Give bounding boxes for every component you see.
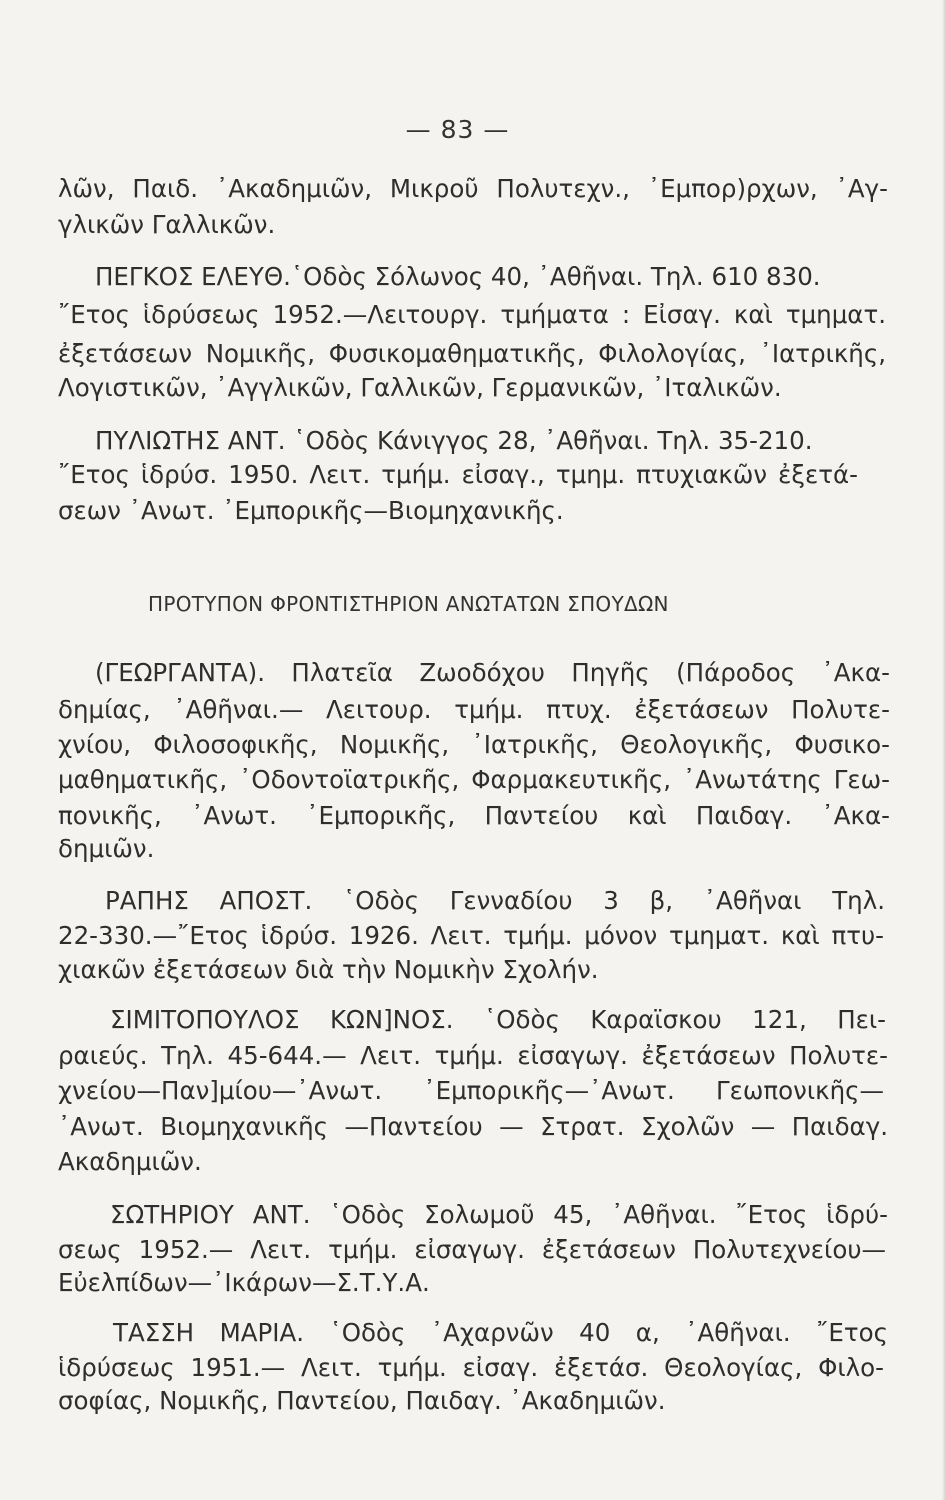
- entry-simitopoulos-line: ΣΙΜΙΤΟΠΟΥΛΟΣ ΚΩΝ]ΝΟΣ. ῾Οδὸς Καραϊσκου 121, Πει-: [110, 1005, 886, 1034]
- text-line: γλικῶν Γαλλικῶν.: [58, 210, 276, 239]
- text-line: ἱδρύσεως 1951.— Λειτ. τμήμ. εἰσαγ. ἐξετάσ. Θεολογίας, Φιλο-: [58, 1353, 884, 1382]
- text-line: ᾿Ανωτ. Βιομηχανικῆς —Παντείου — Στρατ. Σχολῶν — Παιδαγ.: [58, 1112, 888, 1141]
- section-heading: ΠΡΟΤΥΠΟΝ ΦΡΟΝΤΙΣΤΗΡΙΟΝ ΑΝΩΤΑΤΩΝ ΣΠΟΥΔΩΝ: [148, 592, 669, 616]
- text-line: σεως 1952.— Λειτ. τμήμ. εἰσαγωγ. ἐξετάσεων Πολυτεχνείου—: [58, 1235, 886, 1264]
- entry-pegkos-line: ΠΕΓΚΟΣ ΕΛΕΥΘ.῾Οδὸς Σόλωνος 40, ᾿Αθῆναι. Τηλ. 610 830.: [95, 262, 821, 291]
- text-line: μαθηματικῆς, ᾿Οδοντοϊατρικῆς, Φαρμακευτικῆς, ᾿Ανωτάτης Γεω-: [58, 765, 890, 794]
- page-number: — 83 —: [405, 115, 510, 144]
- text-line: ραιεύς. Τηλ. 45-644.— Λειτ. τμήμ. εἰσαγωγ. ἐξετάσεων Πολυτε-: [58, 1041, 888, 1070]
- text-line: δημιῶν.: [58, 834, 155, 863]
- entry-tassi-line: ΤΑΣΣΗ ΜΑΡΙΑ. ῾Οδὸς ᾿Αχαρνῶν 40 α, ᾿Αθῆναι. ῎Ετος: [113, 1318, 888, 1347]
- text-line: χνίου, Φιλοσοφικῆς, Νομικῆς, ᾿Ιατρικῆς, Θεολογικῆς, Φυσικο-: [58, 730, 890, 759]
- text-line: χιακῶν ἐξετάσεων διὰ τὴν Νομικὴν Σχολήν.: [58, 955, 599, 984]
- text-line: 22-330.—῎Ετος ἱδρύσ. 1926. Λειτ. τμήμ. μόνον τμηματ. καὶ πτυ-: [58, 921, 884, 950]
- entry-rapis-line: ΡΑΠΗΣ ΑΠΟΣΤ. ῾Οδὸς Γενναδίου 3 β, ᾿Αθῆναι Τηλ.: [105, 886, 885, 915]
- text-line: ἐξετάσεων Νομικῆς, Φυσικομαθηματικῆς, Φιλολογίας, ᾿Ιατρικῆς,: [58, 339, 886, 368]
- text-line: χνείου—Παν]μίου—᾿Ανωτ. ᾿Εμπορικῆς—᾿Ανωτ. Γεωπονικῆς—: [58, 1076, 884, 1105]
- text-line: Εὐελπίδων—᾿Ικάρων—Σ.Τ.Υ.Α.: [58, 1268, 430, 1297]
- text-line: σεων ᾿Ανωτ. ᾿Εμπορικῆς—Βιομηχανικῆς.: [58, 496, 564, 525]
- text-line: πονικῆς, ᾿Ανωτ. ᾿Εμπορικῆς, Παντείου καὶ Παιδαγ. ᾿Ακα-: [58, 801, 890, 830]
- entry-pyliotis-line: ΠΥΛΙΩΤΗΣ ΑΝΤ. ῾Οδὸς Κάνιγγος 28, ᾿Αθῆναι. Τηλ. 35-210.: [95, 426, 813, 455]
- text-line: ῎Ετος ἱδρύσεως 1952.—Λειτουργ. τμήματα : Εἰσαγ. καὶ τμηματ.: [58, 300, 886, 329]
- text-line: Ακαδημιῶν.: [58, 1147, 202, 1176]
- text-line: σοφίας, Νομικῆς, Παντείου, Παιδαγ. ᾿Ακαδημιῶν.: [58, 1386, 666, 1415]
- entry-georganta-line: (ΓΕΩΡΓΑΝΤΑ). Πλατεῖα Ζωοδόχου Πηγῆς (Πάροδος ᾿Ακα-: [95, 658, 890, 687]
- text-line: ῎Ετος ἱδρύσ. 1950. Λειτ. τμήμ. εἰσαγ., τμημ. πτυχιακῶν ἐξετά-: [58, 460, 858, 489]
- text-line: Λογιστικῶν, ᾿Αγγλικῶν, Γαλλικῶν, Γερμανικῶν, ᾿Ιταλικῶν.: [58, 373, 782, 402]
- text-line: λῶν, Παιδ. ᾿Ακαδημιῶν, Μικροῦ Πολυτεχν., ᾿Εμπορ)ρχων, ᾿Αγ-: [58, 174, 888, 203]
- text-line: δημίας, ᾿Αθῆναι.— Λειτουρ. τμήμ. πτυχ. ἐξετάσεων Πολυτε-: [58, 695, 890, 724]
- entry-sotiriou-line: ΣΩΤΗΡΙΟΥ ΑΝΤ. ῾Οδὸς Σολωμοῦ 45, ᾿Αθῆναι. ῎Ετος ἱδρύ-: [110, 1200, 888, 1229]
